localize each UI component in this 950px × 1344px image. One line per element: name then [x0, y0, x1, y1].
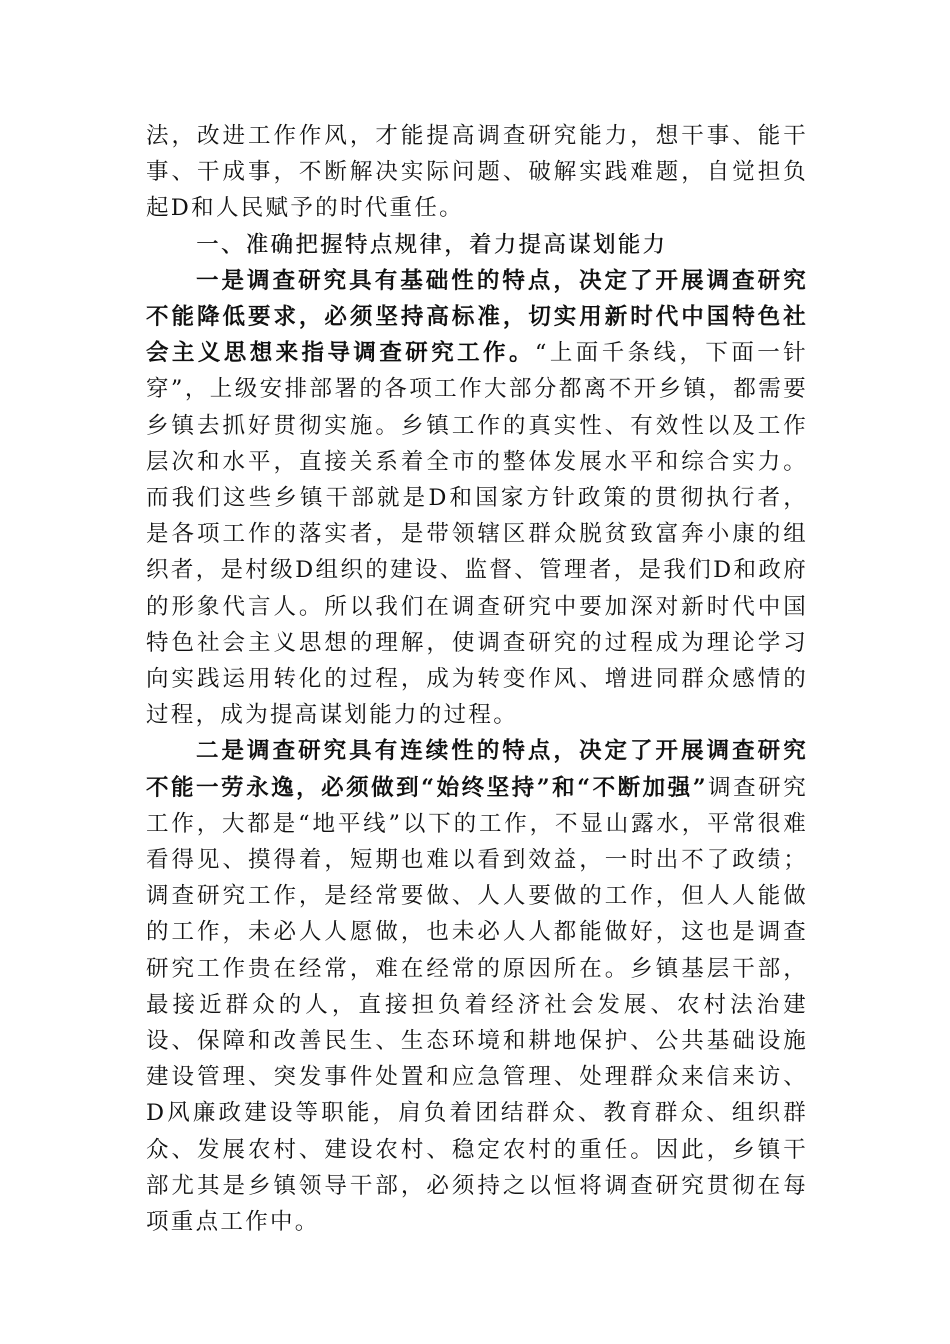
section-heading: 一、准确把握特点规律，着力提高谋划能力 — [196, 231, 668, 258]
paragraph-1-body: “上面千条线，下面一针穿”，上级安排部署的各项工作大部分都离不开乡镇，都需要乡镇去抓好贯彻实施。乡镇工作的真实性、有效性以及工作层次和水平，直接关系着全市的整体发展水平和综合实力。而我们这些乡镇干部就是D和国家方针政策的贯彻执行者，是各项工作的落实者，是带领辖区群众脱贫致富奔小康的组织者，是村级D组织的建设、监督、管理者，是我们D和政府的形象代言人。所以我们在调查研究中要加深对新时代中国特色社会主义思想的理解，使调查研究的过程成为理论学习向实践运用转化的过程，成为转变作风、增进同群众感情的过程，成为提高谋划能力的过程。 — [146, 340, 808, 729]
paragraph-1-lead: 一是调查研究具有基础性的特点，决定了开展调查研究不能降低要求，必须坚持高标准，切实用新时代中国特色社会主义思想来指导调查研究工作。 — [146, 267, 808, 367]
paragraph-2-lead: 二是调查研究具有连续性的特点，决定了开展调查研究不能一劳永逸，必须做到“始终坚持”和“不断加强” — [146, 738, 808, 801]
intro-paragraph: 法，改进工作作风，才能提高调查研究能力，想干事、能干事、干成事，不断解决实际问题、破解实践难题，自觉担负起D和人民赋予的时代重任。 — [146, 123, 808, 222]
paragraph-2 — [146, 733, 808, 1240]
paragraph-2-body: 调查研究工作，大都是“地平线”以下的工作，不显山露水，平常很难看得见、摸得着，短期也难以看到效益，一时出不了政绩；调查研究工作，是经常要做、人人要做的工作，但人人能做的工作，未必人人愿做，也未必人人都能做好，这也是调查研究工作贵在经常，难在经常的原因所在。乡镇基层干部，最接近群众的人，直接担负着经济社会发展、农村法治建设、保障和改善民生、生态环境和耕地保护、公共基础设施建设管理、突发事件处置和应急管理、处理群众来信来访、D风廉政建设等职能，肩负着团结群众、教育群众、组织群众、发展农村、建设农村、稳定农村的重任。因此，乡镇干部尤其是乡镇领导干部，必须持之以恒将调查研究贯彻在每项重点工作中。 — [146, 774, 809, 1236]
document-page — [146, 118, 808, 1240]
paragraph-1 — [146, 263, 808, 734]
